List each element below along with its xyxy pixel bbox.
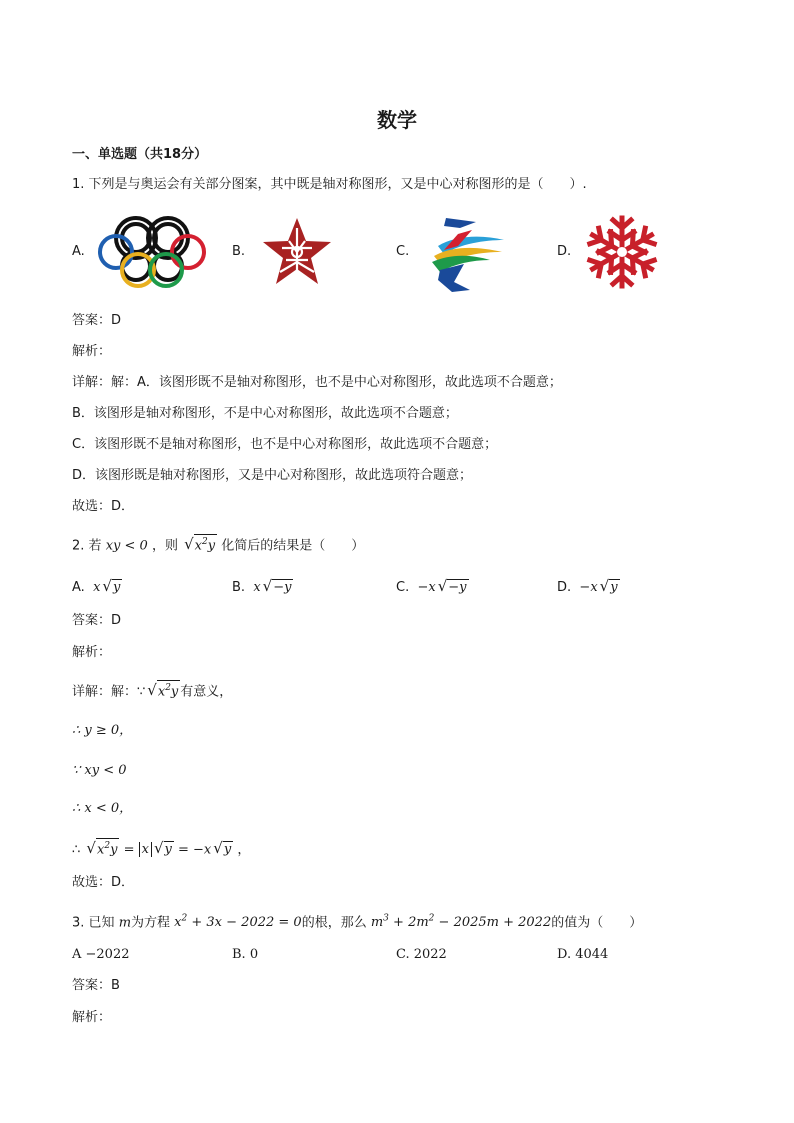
q2-step-1: ∴ y ≥ 0，: [72, 723, 133, 738]
olympic-rings-icon: [94, 212, 210, 294]
radical-sign: √: [213, 839, 223, 858]
q1-analysis-label: 解析：: [72, 344, 112, 359]
q2-step-4: ∴ $√x^2y = x$ √y = −x √y ，: [72, 839, 251, 858]
q3-option-a: A −2022: [72, 947, 130, 962]
radical-sign: √: [153, 839, 164, 858]
q3-option-d: D. 4044: [557, 947, 609, 962]
q2-step4-radicand: $x^2y$: [96, 838, 119, 857]
q2-mid: ，则: [151, 538, 178, 554]
q1-stem: 1. 下列是与奥运会有关部分图案，其中既是轴对称图形，又是中心对称图形的是（ ）.: [72, 177, 587, 192]
abs-x: x: [139, 842, 152, 857]
radical-sign: √: [86, 839, 96, 858]
q1-choose: 故选：D．: [72, 499, 135, 514]
q2-step-3: ∴ x < 0，: [72, 801, 133, 816]
radical-sign: √: [102, 577, 112, 595]
radical-sign: √: [147, 681, 157, 700]
radical-sign: √: [599, 577, 610, 595]
q1-detail-4: D．该图形既是轴对称图形，又是中心对称图形，故此选项符合题意；: [72, 468, 473, 483]
q1-option-b-label: B.: [232, 244, 246, 259]
q2-condition: xy < 0: [105, 538, 148, 554]
q2-option-a: A. x √y: [72, 577, 121, 595]
q1-option-d-label: D.: [557, 244, 572, 259]
radical-sign: √: [437, 577, 448, 595]
section-heading: 一、单选题（共18分）: [72, 147, 208, 162]
red-snowflake-icon: [584, 212, 660, 292]
red-lattice-star-icon: [258, 214, 336, 292]
q2-detail-radicand: $x^2y$: [157, 680, 180, 699]
q1-detail-3: C．该图形既不是轴对称图形，也不是中心对称图形，故此选项不合题意；: [72, 437, 498, 452]
q2-option-d: D. −x √y: [557, 577, 618, 595]
radical-sign: √: [184, 535, 194, 554]
radical-sign: √: [262, 577, 273, 595]
q2-radicand: $x^2y$: [194, 534, 217, 553]
q2-option-c: C. −x √−y: [396, 577, 467, 595]
q3-expression: $m^3 + 2m^2 - 2025m + 2022$: [370, 914, 552, 931]
q3-stem: 3. 已知 m为方程 $x^2 + 3x - 2022 = 0$的根，那么 $m^3 + 2m^2 - 2025m + 2022$的值为（ ）: [72, 914, 643, 931]
page-title: 数学: [377, 108, 417, 132]
q2-detail: 详解：解：∵ $√x^2y$ 有意义，: [72, 681, 233, 700]
q3-equation: $x^2 + 3x - 2022 = 0$: [174, 914, 302, 931]
q2-option-b: B. x √−y: [232, 577, 292, 595]
q3-option-b: B. 0: [232, 947, 259, 962]
q1-option-a-label: A.: [72, 244, 85, 259]
q1-detail-2: B．该图形是轴对称图形，不是中心对称图形，故此选项不合题意；: [72, 406, 458, 421]
q1-option-c-label: C.: [396, 244, 410, 259]
q2-choose: 故选：D．: [72, 875, 135, 890]
q3-variable: m: [118, 915, 132, 931]
q3-analysis-label: 解析：: [72, 1010, 112, 1025]
q2-stem: [72, 534, 364, 555]
q2-step-2: ∵ xy < 0: [72, 763, 127, 778]
q1-detail-1: 详解：解：A．该图形既不是轴对称图形，也不是中心对称图形，故此选项不合题意；: [72, 375, 562, 390]
q3-option-c: C. 2022: [396, 947, 447, 962]
q2-analysis-label: 解析：: [72, 645, 112, 660]
beijing-winter-ribbon-icon: [424, 212, 508, 296]
q3-answer: 答案：B: [72, 978, 120, 993]
q2-prefix: 2. 若: [72, 538, 102, 554]
q2-answer: 答案：D: [72, 613, 122, 628]
q2-suffix: 化简后的结果是（ ）: [221, 538, 365, 554]
q1-answer: 答案：D: [72, 313, 122, 328]
